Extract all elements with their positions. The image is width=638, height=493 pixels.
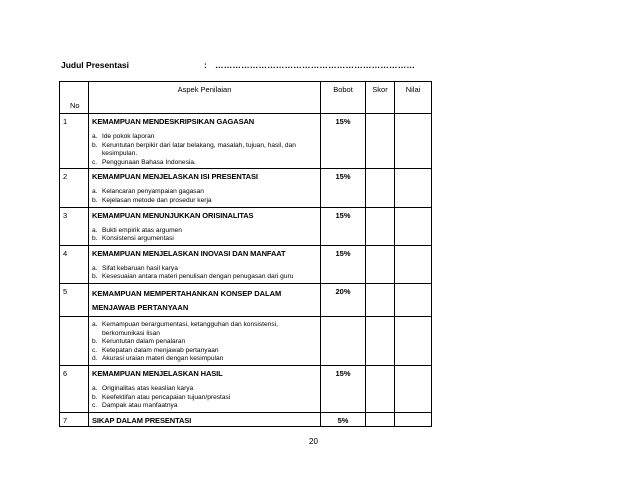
bobot-value: 15%	[321, 169, 366, 207]
list-text: Originalitas atas keaslian karya	[102, 384, 194, 392]
aspek-cell	[89, 283, 321, 316]
nilai-cell[interactable]	[395, 245, 432, 283]
table-row	[60, 245, 432, 283]
row-number-empty	[60, 316, 89, 365]
aspek-cell	[89, 316, 321, 365]
nilai-cell[interactable]	[395, 316, 432, 365]
list-item	[92, 235, 317, 244]
aspek-cell	[89, 412, 321, 426]
criterion-title: KEMAMPUAN MENJELASKAN HASIL	[92, 368, 223, 378]
list-item	[92, 321, 317, 338]
criterion-title: KEMAMPUAN MENDESKRIPSIKAN GAGASAN	[92, 117, 255, 126]
list-marker: b.	[92, 141, 98, 149]
assessment-table	[59, 81, 432, 427]
skor-cell[interactable]	[366, 283, 395, 316]
list-text: Kejelasan metode dan prosedur kerja	[102, 196, 212, 204]
list-text: Akurasi uraian materi dengan kesimpulan	[102, 355, 224, 363]
aspek-cell	[89, 169, 321, 207]
list-text: Ketepatan dalam menjawab pertanyaan	[102, 346, 219, 354]
table-row	[60, 283, 432, 316]
list-text: Ide pokok laporan	[102, 133, 155, 140]
list-marker: b.	[92, 196, 98, 204]
criterion-title: SIKAP DALAM PRESENTASI	[92, 415, 192, 425]
col-header-nilai: Nilai	[395, 82, 432, 114]
list-item	[92, 338, 317, 347]
list-text: Sifat kebaruan hasil karya	[102, 264, 178, 272]
table-row	[60, 365, 432, 412]
skor-cell[interactable]	[366, 207, 395, 245]
list-item	[92, 355, 317, 364]
list-marker: a.	[92, 320, 98, 328]
list-item	[92, 142, 317, 159]
list-item	[92, 385, 317, 394]
table-body	[60, 114, 432, 427]
row-number: 2	[60, 169, 89, 207]
presentation-title-label: Judul Presentasi	[61, 60, 130, 70]
list-marker: a.	[92, 384, 98, 392]
bobot-value: 5%	[321, 412, 366, 426]
list-item	[92, 188, 317, 197]
list-text: Konsistensi argumentasi	[102, 235, 174, 243]
aspek-cell	[89, 207, 321, 245]
list-text: Keefektifan atau pencapaian tujuan/prestasi	[102, 393, 231, 401]
row-number: 5	[60, 283, 89, 316]
bobot-value: 15%	[321, 365, 366, 412]
list-text: Keruntutan berpikir dari latar belakang, masalah, tujuan, hasil, dan kesimpulan.	[102, 141, 296, 158]
list-marker: c.	[92, 158, 98, 166]
list-text: Dampak atau manfaatnya	[102, 402, 178, 410]
page-number: 20	[309, 437, 318, 446]
table-row	[60, 412, 432, 426]
list-item	[92, 197, 317, 206]
criterion-title: KEMAMPUAN MENJELASKAN ISI PRESENTASI	[92, 172, 258, 182]
list-item	[92, 265, 317, 274]
aspek-cell	[89, 114, 321, 169]
nilai-cell[interactable]	[395, 169, 432, 207]
criterion-subitems	[92, 133, 317, 167]
list-item	[92, 159, 317, 168]
nilai-cell[interactable]	[395, 207, 432, 245]
list-text: Bukti empirik atas argumen	[102, 226, 182, 234]
nilai-cell[interactable]	[395, 365, 432, 412]
list-marker: b.	[92, 393, 98, 401]
table-row	[60, 316, 432, 365]
list-marker: a.	[92, 133, 98, 140]
row-number: 4	[60, 245, 89, 283]
list-marker: a.	[92, 188, 98, 196]
col-header-skor: Skor	[366, 82, 395, 114]
criterion-subitems	[92, 188, 317, 205]
list-marker: a.	[92, 226, 98, 234]
skor-cell[interactable]	[366, 245, 395, 283]
criterion-subitems	[92, 321, 317, 364]
bobot-value: 15%	[321, 114, 366, 169]
skor-cell[interactable]	[366, 114, 395, 169]
col-header-aspek: Aspek Penilaian	[89, 82, 321, 114]
table-header-row	[60, 82, 432, 114]
presentation-title-line	[61, 60, 416, 70]
list-item	[92, 347, 317, 356]
table-row	[60, 169, 432, 207]
list-marker: b.	[92, 338, 98, 346]
list-item	[92, 402, 317, 411]
col-header-no: No	[60, 82, 89, 114]
list-marker: c.	[92, 402, 98, 410]
list-marker: a.	[92, 264, 98, 272]
row-number: 3	[60, 207, 89, 245]
criterion-subitems	[92, 227, 317, 244]
list-text: Keruntutan dalam penalaran	[102, 338, 186, 346]
skor-cell[interactable]	[366, 365, 395, 412]
col-header-bobot: Bobot	[321, 82, 366, 114]
aspek-cell	[89, 245, 321, 283]
title-colon: :	[204, 60, 207, 70]
criterion-subitems	[92, 385, 317, 411]
list-text: Kelancaran penyampaian gagasan	[102, 188, 204, 196]
list-item	[92, 227, 317, 236]
skor-cell[interactable]	[366, 169, 395, 207]
list-text: Penggunaan Bahasa Indonesia.	[102, 158, 196, 166]
nilai-cell[interactable]	[395, 412, 432, 426]
row-number: 6	[60, 365, 89, 412]
bobot-value: 15%	[321, 207, 366, 245]
aspek-cell	[89, 365, 321, 412]
table-row	[60, 207, 432, 245]
criterion-title: KEMAMPUAN MEMPERTAHANKAN KONSEP DALAM MENJAWAB PERTANYAAN	[92, 288, 282, 312]
list-item	[92, 133, 317, 142]
bobot-empty	[321, 316, 366, 365]
row-number: 1	[60, 114, 89, 169]
title-fill-dots: ……………………………………………………………	[215, 60, 416, 70]
skor-cell[interactable]	[366, 316, 395, 365]
skor-cell[interactable]	[366, 412, 395, 426]
criterion-title: KEMAMPUAN MENUNJUKKAN ORISINALITAS	[92, 210, 254, 220]
list-text: Kesesuaian antara materi penulisan dengan penugasan dari guru	[102, 273, 294, 281]
row-number: 7	[60, 412, 89, 426]
criterion-title: KEMAMPUAN MENJELASKAN INOVASI DAN MANFAAT	[92, 248, 286, 258]
bobot-value: 20%	[321, 283, 366, 316]
nilai-cell[interactable]	[395, 283, 432, 316]
list-item	[92, 273, 317, 282]
table-row	[60, 114, 432, 169]
criterion-subitems	[92, 265, 317, 282]
list-marker: b.	[92, 273, 98, 281]
bobot-value: 15%	[321, 245, 366, 283]
list-marker: c.	[92, 346, 98, 354]
nilai-cell[interactable]	[395, 114, 432, 169]
list-item	[92, 394, 317, 403]
list-text: Kemampuan berargumentasi, ketangguhan dan konsistensi, berkomunikasi lisan	[102, 320, 278, 337]
list-marker: d.	[92, 355, 98, 363]
list-marker: b.	[92, 235, 98, 243]
